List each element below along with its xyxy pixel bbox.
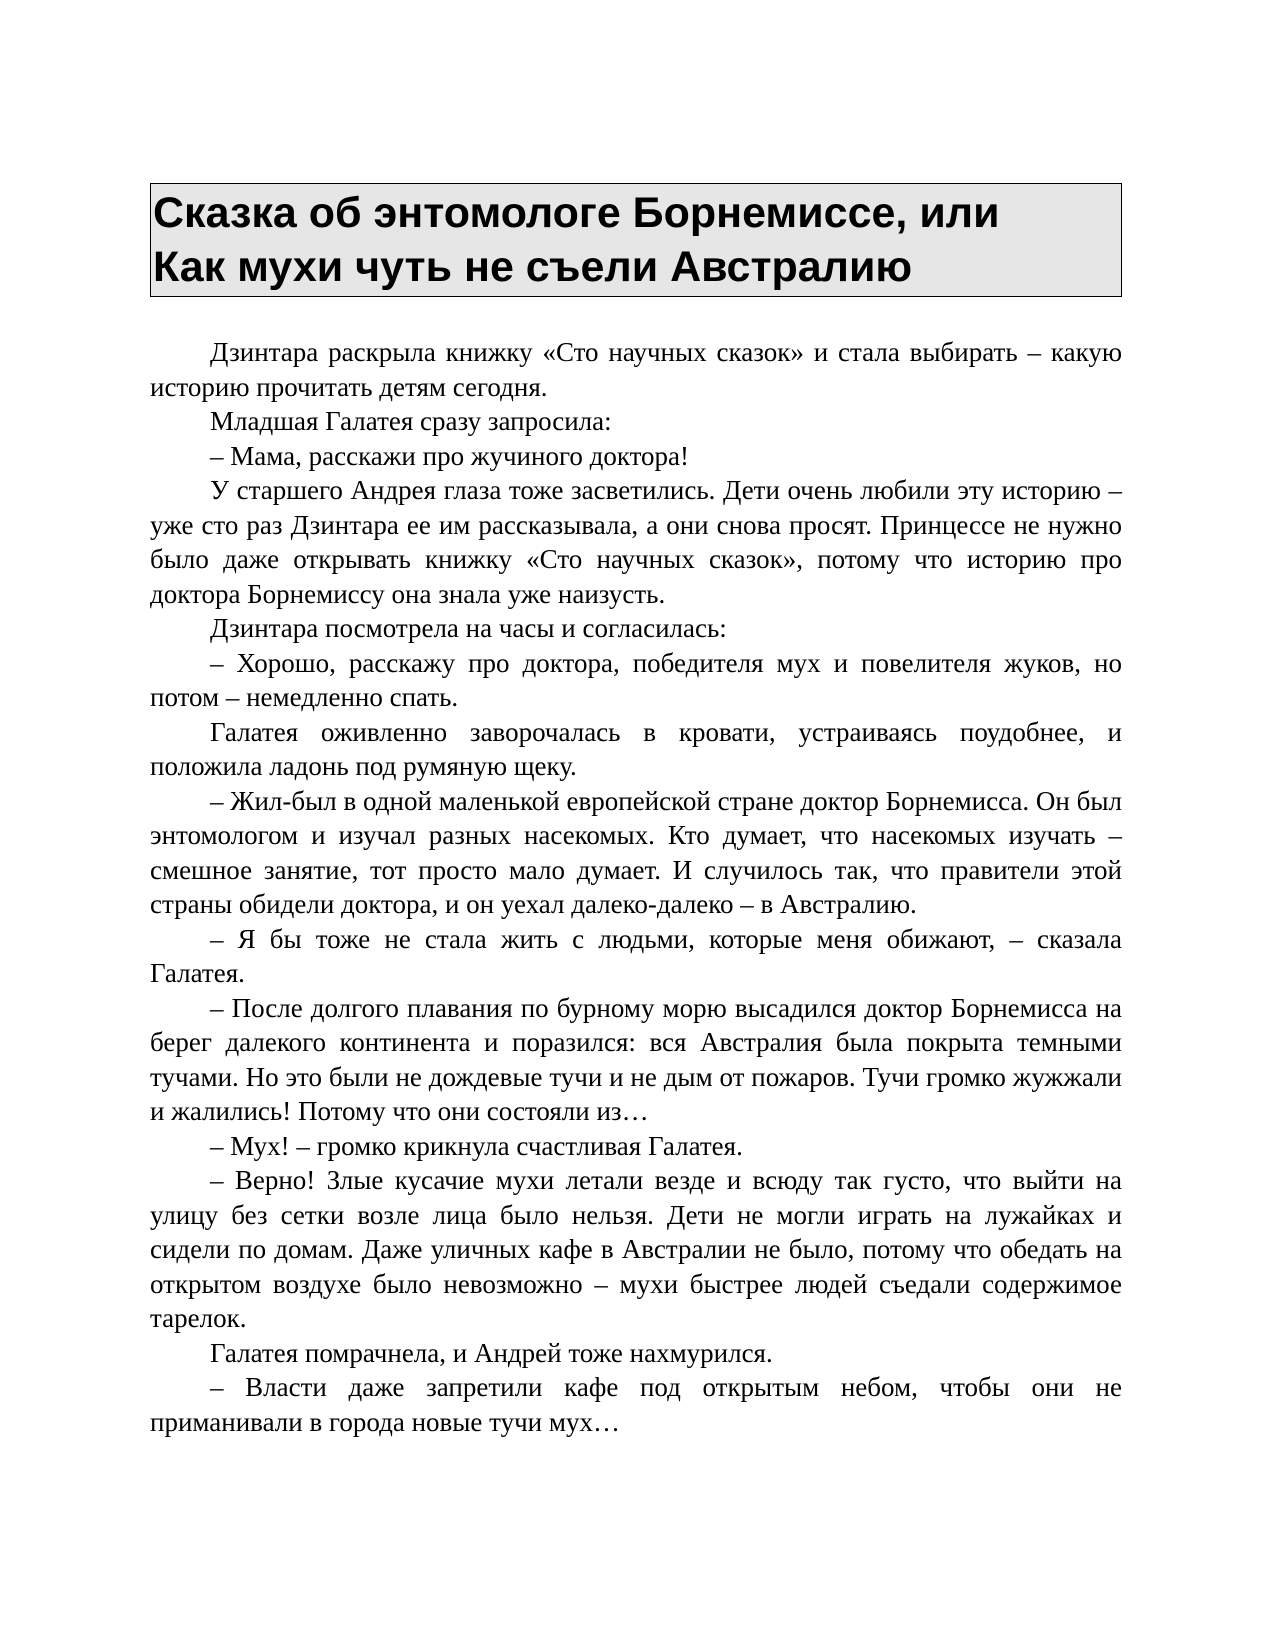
paragraph: У старшего Андрея глаза тоже засветились. Дети очень любили эту историю – уже сто раз Дзинтара ее им рассказывала, а они снова просят. Принцессе не нужно было даже открывать книжку «Сто научных сказок», потому что историю про доктора Борнемиссу она знала уже наизусть. (150, 475, 1122, 609)
paragraph: Галатея помрачнела, и Андрей тоже нахмурился. (210, 1337, 773, 1368)
paragraph: Младшая Галатея сразу запросила: (210, 406, 612, 436)
paragraph: – Верно! Злые кусачие мухи летали везде и всюду так густо, что выйти на улицу без сетки возле лица было нельзя. Дети не могли играть на лужайках и сидели по домам. Даже уличных кафе в Австралии не было, потому что обедать на открытом воздухе было невозможно – мухи быстрее людей съедали содержимое тарелок. (150, 1165, 1122, 1333)
title-line-2: Как мухи чуть не съели Австралию (153, 243, 913, 291)
paragraph: – Мух! – громко крикнула счастливая Галатея. (210, 1130, 743, 1161)
story-text (150, 335, 1122, 1439)
paragraph: – Хорошо, расскажу про доктора, победителя мух и повелителя жуков, но потом – немедленно спать. (150, 647, 1122, 712)
paragraph: Галатея оживленно заворочалась в кровати, устраиваясь поудобнее, и положила ладонь под румяную щеку. (150, 716, 1122, 781)
paragraph: – Жил-был в одной маленькой европейской стране доктор Борнемисса. Он был энтомологом и изучал разных насекомых. Кто думает, что насекомых изучать – смешное занятие, тот просто мало думает. И случилось так, что правители этой страны обидели доктора, и он уехал далеко-далеко – в Австралию. (150, 785, 1122, 919)
paragraph: – Я бы тоже не стала жить с людьми, которые меня обижают, – сказала Галатея. (150, 923, 1122, 988)
paragraph: – Власти даже запретили кафе под открытым небом, чтобы они не приманивали в города новые тучи мух… (150, 1372, 1122, 1437)
title-box (150, 183, 1122, 297)
paragraph: Дзинтара раскрыла книжку «Сто научных сказок» и стала выбирать – какую историю прочитать детям сегодня. (150, 337, 1122, 402)
paragraph: – Мама, расскажи про жучиного доктора! (210, 440, 690, 471)
paragraph: Дзинтара посмотрела на часы и согласилась: (210, 613, 727, 643)
title-line-1: Сказка об энтомологе Борнемиссе, или (153, 189, 1000, 237)
paragraph: – После долгого плавания по бурному морю высадился доктор Борнемисса на берег далекого континента и поразился: вся Австралия была покрыта темными тучами. Но это были не дождевые тучи и не дым от пожаров. Тучи громко жужжали и жалились! Потому что они состояли из… (150, 992, 1122, 1126)
